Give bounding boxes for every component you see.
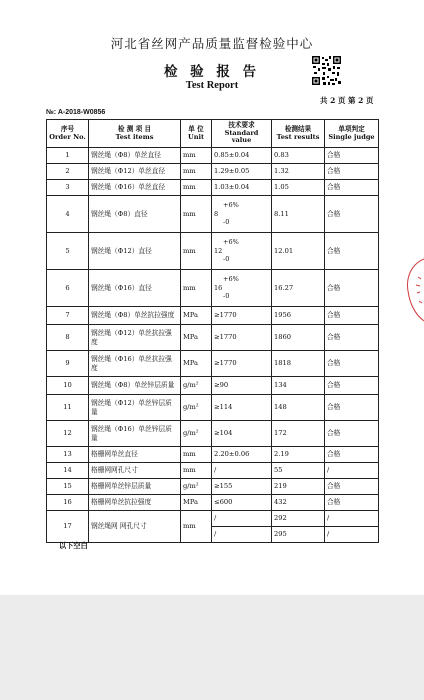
row-result: 1818 xyxy=(272,351,325,377)
row-unit: mm xyxy=(181,164,212,180)
row-no: 6 xyxy=(47,270,89,307)
row-no: 7 xyxy=(47,307,89,325)
row-standard: ≤600 xyxy=(212,495,272,511)
row-result: 432 xyxy=(272,495,325,511)
row-result: 295 xyxy=(272,527,325,543)
header-single-judge: 单项判定 Single judge xyxy=(325,120,379,148)
row-item: 钢丝绳（Φ12）单丝直径 xyxy=(89,164,181,180)
blank-below-note: 以下空白 xyxy=(59,541,88,550)
row-item: 钢丝绳（Φ12）单丝抗拉强度 xyxy=(89,325,181,351)
row-unit: mm xyxy=(181,148,212,164)
row-item: 钢丝绳（Φ16）单丝直径 xyxy=(89,180,181,196)
row-judge: / xyxy=(325,463,379,479)
row-unit: mm xyxy=(181,270,212,307)
table-row xyxy=(47,421,379,447)
row-no: 12 xyxy=(47,421,89,447)
row-no: 16 xyxy=(47,495,89,511)
table-row xyxy=(47,164,379,180)
row-judge: 合格 xyxy=(325,233,379,270)
row-judge: 合格 xyxy=(325,395,379,421)
row-unit: g/m² xyxy=(181,421,212,447)
row-result: 2.19 xyxy=(272,447,325,463)
row-no: 15 xyxy=(47,479,89,495)
table-row xyxy=(47,196,379,233)
row-judge: 合格 xyxy=(325,479,379,495)
row-no: 9 xyxy=(47,351,89,377)
header-unit: 单 位 Unit xyxy=(181,120,212,148)
row-standard: ≥114 xyxy=(212,395,272,421)
row-no: 10 xyxy=(47,377,89,395)
row-judge: / xyxy=(325,511,379,527)
row-item: 钢丝绳（Φ12）单丝锌层质量 xyxy=(89,395,181,421)
row-result: 12.01 xyxy=(272,233,325,270)
row-item: 格栅网单丝锌层质量 xyxy=(89,479,181,495)
row-unit: g/m² xyxy=(181,377,212,395)
row-judge: 合格 xyxy=(325,377,379,395)
row-result: 8.11 xyxy=(272,196,325,233)
table-row xyxy=(47,395,379,421)
row-unit: mm xyxy=(181,511,212,543)
table-row xyxy=(47,233,379,270)
row-judge: / xyxy=(325,527,379,543)
row-standard: / xyxy=(212,463,272,479)
row-judge: 合格 xyxy=(325,196,379,233)
table-header-row xyxy=(47,120,379,148)
row-standard: ≥104 xyxy=(212,421,272,447)
row-judge: 合格 xyxy=(325,447,379,463)
table-row xyxy=(47,270,379,307)
report-title-en: Test Report xyxy=(185,80,239,91)
table-row xyxy=(47,148,379,164)
qr-code-icon xyxy=(311,55,342,86)
header-test-items: 检 测 项 目 Test items xyxy=(89,120,181,148)
row-item: 钢丝绳（Φ8）单丝直径 xyxy=(89,148,181,164)
row-judge: 合格 xyxy=(325,495,379,511)
table-row xyxy=(47,180,379,196)
row-judge: 合格 xyxy=(325,148,379,164)
row-no: 1 xyxy=(47,148,89,164)
row-result: 1.05 xyxy=(272,180,325,196)
row-item: 格栅网单丝直径 xyxy=(89,447,181,463)
row-result: 172 xyxy=(272,421,325,447)
table-row xyxy=(47,351,379,377)
header-test-results: 检测结果 Test results xyxy=(272,120,325,148)
row-standard: 0.85±0.04 xyxy=(212,148,272,164)
row-item: 钢丝绳（Φ8）单丝锌层质量 xyxy=(89,377,181,395)
row-unit: g/m² xyxy=(181,395,212,421)
row-result: 1.32 xyxy=(272,164,325,180)
row-judge: 合格 xyxy=(325,164,379,180)
row-unit: mm xyxy=(181,180,212,196)
table-row xyxy=(47,495,379,511)
org-name: 河北省丝网产品质量监督检验中心 xyxy=(110,36,314,51)
row-result: 292 xyxy=(272,511,325,527)
row-item: 钢丝绳（Φ12）直径 xyxy=(89,233,181,270)
row-standard: / xyxy=(212,527,272,543)
page-info: 共 2 页 第 2 页 xyxy=(320,96,374,105)
table-row xyxy=(47,325,379,351)
row-judge: 合格 xyxy=(325,325,379,351)
row-unit: MPa xyxy=(181,307,212,325)
row-standard: 1.29±0.05 xyxy=(212,164,272,180)
row-result: 1860 xyxy=(272,325,325,351)
row-no: 11 xyxy=(47,395,89,421)
row-judge: 合格 xyxy=(325,180,379,196)
row-unit: mm xyxy=(181,447,212,463)
row-no: 13 xyxy=(47,447,89,463)
row-item: 钢丝绳（Φ16）单丝锌层质量 xyxy=(89,421,181,447)
row-no: 17 xyxy=(47,511,89,543)
row-result: 134 xyxy=(272,377,325,395)
row-standard-tolerance: +6% 16 -0 xyxy=(212,270,272,307)
row-result: 148 xyxy=(272,395,325,421)
row-no: 2 xyxy=(47,164,89,180)
row-unit: MPa xyxy=(181,495,212,511)
row-judge: 合格 xyxy=(325,351,379,377)
row-unit: mm xyxy=(181,233,212,270)
row-judge: 合格 xyxy=(325,270,379,307)
row-no: 4 xyxy=(47,196,89,233)
table-row xyxy=(47,377,379,395)
row-standard: ≥1770 xyxy=(212,325,272,351)
row-item: 格栅网网孔尺寸 xyxy=(89,463,181,479)
row-judge: 合格 xyxy=(325,421,379,447)
row-standard: / xyxy=(212,511,272,527)
row-result: 1956 xyxy=(272,307,325,325)
row-item: 钢丝绳（Φ16）单丝抗拉强度 xyxy=(89,351,181,377)
test-results-table xyxy=(46,119,379,543)
row-standard: 1.03±0.04 xyxy=(212,180,272,196)
row-standard: ≥1770 xyxy=(212,307,272,325)
row-standard-tolerance: +6% 8 -0 xyxy=(212,196,272,233)
row-no: 3 xyxy=(47,180,89,196)
row-unit: MPa xyxy=(181,325,212,351)
header-order-no: 序号 Order No. xyxy=(47,120,89,148)
row-standard-tolerance: +6% 12 -0 xyxy=(212,233,272,270)
row-unit: mm xyxy=(181,463,212,479)
table-row xyxy=(47,479,379,495)
header-standard-value: 技术要求 Standard value xyxy=(212,120,272,148)
row-standard: ≥1770 xyxy=(212,351,272,377)
row-no: 5 xyxy=(47,233,89,270)
row-result: 16.27 xyxy=(272,270,325,307)
row-standard: 2.20±0.06 xyxy=(212,447,272,463)
row-standard: ≥155 xyxy=(212,479,272,495)
row-item: 钢丝绳（Φ16）直径 xyxy=(89,270,181,307)
table-row xyxy=(47,511,379,527)
table-row xyxy=(47,463,379,479)
report-title-cn: 检 验 报 告 xyxy=(163,64,261,80)
row-standard: ≥90 xyxy=(212,377,272,395)
row-item: 钢丝绳（Φ8）直径 xyxy=(89,196,181,233)
table-row xyxy=(47,447,379,463)
row-item: 格栅网单丝抗拉强度 xyxy=(89,495,181,511)
row-item: 钢丝绳（Φ8）单丝抗拉强度 xyxy=(89,307,181,325)
row-unit: MPa xyxy=(181,351,212,377)
row-result: 0.83 xyxy=(272,148,325,164)
page-background xyxy=(0,595,424,700)
row-no: 8 xyxy=(47,325,89,351)
row-unit: g/m² xyxy=(181,479,212,495)
row-result: 55 xyxy=(272,463,325,479)
row-unit: mm xyxy=(181,196,212,233)
table-row xyxy=(47,307,379,325)
row-no: 14 xyxy=(47,463,89,479)
row-result: 219 xyxy=(272,479,325,495)
row-item: 钢丝绳网 网孔尺寸 xyxy=(89,511,181,543)
seal-stamp-icon xyxy=(400,255,424,325)
report-number: №: A-2018-W0856 xyxy=(46,109,106,116)
row-judge: 合格 xyxy=(325,307,379,325)
